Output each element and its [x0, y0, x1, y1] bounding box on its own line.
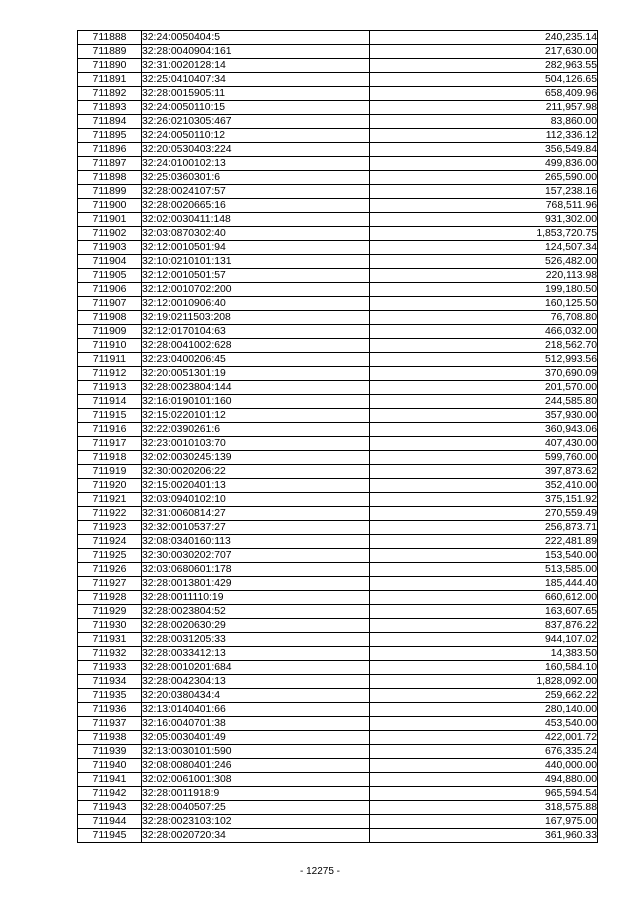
value-cell: 160,125.50 — [370, 297, 598, 311]
record-id-cell: 711937 — [78, 717, 142, 731]
cadastral-number-cell: 32:03:0680601:178 — [142, 563, 370, 577]
cadastral-number-cell: 32:12:0010906:40 — [142, 297, 370, 311]
record-id-cell: 711917 — [78, 437, 142, 451]
table-row — [78, 675, 598, 689]
value-cell: 361,960.33 — [370, 829, 598, 843]
table-row — [78, 115, 598, 129]
table-row — [78, 269, 598, 283]
cadastral-number-cell: 32:16:0040701:38 — [142, 717, 370, 731]
record-id-cell: 711919 — [78, 465, 142, 479]
table-row — [78, 381, 598, 395]
table-row — [78, 59, 598, 73]
record-id-cell: 711931 — [78, 633, 142, 647]
cadastral-number-cell: 32:24:0050110:15 — [142, 101, 370, 115]
value-cell: 512,993.56 — [370, 353, 598, 367]
record-id-cell: 711904 — [78, 255, 142, 269]
cadastral-number-cell: 32:32:0010537:27 — [142, 521, 370, 535]
value-cell: 217,630.00 — [370, 45, 598, 59]
record-id-cell: 711940 — [78, 759, 142, 773]
document-page — [77, 30, 597, 843]
record-id-cell: 711909 — [78, 325, 142, 339]
value-cell: 218,562.70 — [370, 339, 598, 353]
value-cell: 76,708.80 — [370, 311, 598, 325]
cadastral-number-cell: 32:24:0050404:5 — [142, 31, 370, 45]
table-row — [78, 451, 598, 465]
cadastral-number-cell: 32:12:0170104:63 — [142, 325, 370, 339]
cadastral-number-cell: 32:22:0390261:6 — [142, 423, 370, 437]
cadastral-number-cell: 32:20:0530403:224 — [142, 143, 370, 157]
value-cell: 658,409.96 — [370, 87, 598, 101]
record-id-cell: 711942 — [78, 787, 142, 801]
record-id-cell: 711890 — [78, 59, 142, 73]
value-cell: 199,180.50 — [370, 283, 598, 297]
table-row — [78, 591, 598, 605]
value-cell: 157,238.16 — [370, 185, 598, 199]
table-row — [78, 605, 598, 619]
value-cell: 965,594.54 — [370, 787, 598, 801]
cadastral-number-cell: 32:26:0210305:467 — [142, 115, 370, 129]
cadastral-number-cell: 32:28:0031205:33 — [142, 633, 370, 647]
record-id-cell: 711924 — [78, 535, 142, 549]
table-row — [78, 563, 598, 577]
value-cell: 676,335.24 — [370, 745, 598, 759]
cadastral-number-cell: 32:28:0020665:16 — [142, 199, 370, 213]
record-id-cell: 711934 — [78, 675, 142, 689]
table-row — [78, 227, 598, 241]
value-cell: 270,559.49 — [370, 507, 598, 521]
record-id-cell: 711910 — [78, 339, 142, 353]
cadastral-number-cell: 32:05:0030401:49 — [142, 731, 370, 745]
cadastral-number-cell: 32:13:0140401:66 — [142, 703, 370, 717]
table-row — [78, 311, 598, 325]
table-row — [78, 423, 598, 437]
record-id-cell: 711922 — [78, 507, 142, 521]
value-cell: 375,151.92 — [370, 493, 598, 507]
record-id-cell: 711903 — [78, 241, 142, 255]
value-cell: 222,481.89 — [370, 535, 598, 549]
record-id-cell: 711911 — [78, 353, 142, 367]
value-cell: 526,482.00 — [370, 255, 598, 269]
table-row — [78, 339, 598, 353]
cadastral-number-cell: 32:02:0030245:139 — [142, 451, 370, 465]
table-row — [78, 367, 598, 381]
record-id-cell: 711905 — [78, 269, 142, 283]
table-row — [78, 829, 598, 843]
cadastral-number-cell: 32:12:0010501:57 — [142, 269, 370, 283]
table-row — [78, 199, 598, 213]
cadastral-number-cell: 32:15:0220101:12 — [142, 409, 370, 423]
table-row — [78, 101, 598, 115]
record-id-cell: 711929 — [78, 605, 142, 619]
table-row — [78, 325, 598, 339]
table-row — [78, 815, 598, 829]
table-row — [78, 143, 598, 157]
value-cell: 14,383.50 — [370, 647, 598, 661]
value-cell: 357,930.00 — [370, 409, 598, 423]
value-cell: 112,336.12 — [370, 129, 598, 143]
page-number: - 12275 - — [299, 866, 341, 877]
record-id-cell: 711933 — [78, 661, 142, 675]
record-id-cell: 711927 — [78, 577, 142, 591]
table-row — [78, 689, 598, 703]
record-id-cell: 711888 — [78, 31, 142, 45]
record-id-cell: 711912 — [78, 367, 142, 381]
record-id-cell: 711891 — [78, 73, 142, 87]
cadastral-number-cell: 32:28:0013801:429 — [142, 577, 370, 591]
cadastral-number-cell: 32:23:0010103:70 — [142, 437, 370, 451]
value-cell: 356,549.84 — [370, 143, 598, 157]
value-cell: 352,410.00 — [370, 479, 598, 493]
value-cell: 201,570.00 — [370, 381, 598, 395]
table-row — [78, 549, 598, 563]
cadastral-number-cell: 32:28:0015905:11 — [142, 87, 370, 101]
cadastral-number-cell: 32:30:0030202:707 — [142, 549, 370, 563]
table-row — [78, 535, 598, 549]
cadastral-number-cell: 32:31:0020128:14 — [142, 59, 370, 73]
value-cell: 83,860.00 — [370, 115, 598, 129]
table-row — [78, 493, 598, 507]
cadastral-number-cell: 32:16:0190101:160 — [142, 395, 370, 409]
cadastral-number-cell: 32:20:0380434:4 — [142, 689, 370, 703]
record-id-cell: 711894 — [78, 115, 142, 129]
cadastral-number-cell: 32:08:0340160:113 — [142, 535, 370, 549]
record-id-cell: 711898 — [78, 171, 142, 185]
record-id-cell: 711936 — [78, 703, 142, 717]
value-cell: 1,853,720.75 — [370, 227, 598, 241]
value-cell: 185,444.40 — [370, 577, 598, 591]
table-row — [78, 45, 598, 59]
table-row — [78, 87, 598, 101]
record-id-cell: 711892 — [78, 87, 142, 101]
record-id-cell: 711928 — [78, 591, 142, 605]
table-row — [78, 353, 598, 367]
table-row — [78, 31, 598, 45]
record-id-cell: 711930 — [78, 619, 142, 633]
record-id-cell: 711900 — [78, 199, 142, 213]
table-row — [78, 787, 598, 801]
record-id-cell: 711907 — [78, 297, 142, 311]
record-id-cell: 711908 — [78, 311, 142, 325]
registry-table — [77, 30, 598, 843]
record-id-cell: 711943 — [78, 801, 142, 815]
table-row — [78, 241, 598, 255]
value-cell: 1,828,092.00 — [370, 675, 598, 689]
cadastral-number-cell: 32:28:0011918:9 — [142, 787, 370, 801]
record-id-cell: 711932 — [78, 647, 142, 661]
record-id-cell: 711935 — [78, 689, 142, 703]
cadastral-number-cell: 32:19:0211503:208 — [142, 311, 370, 325]
table-row — [78, 255, 598, 269]
record-id-cell: 711889 — [78, 45, 142, 59]
record-id-cell: 711901 — [78, 213, 142, 227]
cadastral-number-cell: 32:28:0023804:144 — [142, 381, 370, 395]
cadastral-number-cell: 32:12:0010501:94 — [142, 241, 370, 255]
value-cell: 220,113.98 — [370, 269, 598, 283]
cadastral-number-cell: 32:12:0010702:200 — [142, 283, 370, 297]
cadastral-number-cell: 32:24:0100102:13 — [142, 157, 370, 171]
table-row — [78, 213, 598, 227]
record-id-cell: 711920 — [78, 479, 142, 493]
value-cell: 163,607.65 — [370, 605, 598, 619]
table-row — [78, 745, 598, 759]
table-row — [78, 465, 598, 479]
table-row — [78, 759, 598, 773]
cadastral-number-cell: 32:13:0030101:590 — [142, 745, 370, 759]
value-cell: 768,511.96 — [370, 199, 598, 213]
table-row — [78, 409, 598, 423]
value-cell: 513,585.00 — [370, 563, 598, 577]
table-row — [78, 185, 598, 199]
table-row — [78, 479, 598, 493]
record-id-cell: 711939 — [78, 745, 142, 759]
table-row — [78, 633, 598, 647]
cadastral-number-cell: 32:25:0360301:6 — [142, 171, 370, 185]
record-id-cell: 711899 — [78, 185, 142, 199]
value-cell: 370,690.09 — [370, 367, 598, 381]
value-cell: 837,876.22 — [370, 619, 598, 633]
value-cell: 466,032.00 — [370, 325, 598, 339]
record-id-cell: 711926 — [78, 563, 142, 577]
record-id-cell: 711916 — [78, 423, 142, 437]
value-cell: 494,880.00 — [370, 773, 598, 787]
record-id-cell: 711893 — [78, 101, 142, 115]
table-row — [78, 661, 598, 675]
table-row — [78, 73, 598, 87]
table-row — [78, 283, 598, 297]
value-cell: 318,575.88 — [370, 801, 598, 815]
value-cell: 422,001.72 — [370, 731, 598, 745]
table-row — [78, 395, 598, 409]
record-id-cell: 711923 — [78, 521, 142, 535]
table-row — [78, 773, 598, 787]
cadastral-number-cell: 32:28:0011110:19 — [142, 591, 370, 605]
cadastral-number-cell: 32:25:0410407:34 — [142, 73, 370, 87]
table-row — [78, 297, 598, 311]
cadastral-number-cell: 32:02:0030411:148 — [142, 213, 370, 227]
cadastral-number-cell: 32:30:0020206:22 — [142, 465, 370, 479]
record-id-cell: 711897 — [78, 157, 142, 171]
cadastral-number-cell: 32:24:0050110:12 — [142, 129, 370, 143]
value-cell: 244,585.80 — [370, 395, 598, 409]
value-cell: 167,975.00 — [370, 815, 598, 829]
record-id-cell: 711895 — [78, 129, 142, 143]
value-cell: 944,107.02 — [370, 633, 598, 647]
record-id-cell: 711902 — [78, 227, 142, 241]
table-row — [78, 157, 598, 171]
value-cell: 360,943.06 — [370, 423, 598, 437]
value-cell: 124,507.34 — [370, 241, 598, 255]
cadastral-number-cell: 32:28:0010201:684 — [142, 661, 370, 675]
record-id-cell: 711938 — [78, 731, 142, 745]
value-cell: 256,873.71 — [370, 521, 598, 535]
value-cell: 407,430.00 — [370, 437, 598, 451]
cadastral-number-cell: 32:28:0023804:52 — [142, 605, 370, 619]
cadastral-number-cell: 32:03:0870302:40 — [142, 227, 370, 241]
table-row — [78, 521, 598, 535]
cadastral-number-cell: 32:28:0040507:25 — [142, 801, 370, 815]
value-cell: 211,957.98 — [370, 101, 598, 115]
cadastral-number-cell: 32:31:0060814:27 — [142, 507, 370, 521]
value-cell: 397,873.62 — [370, 465, 598, 479]
table-row — [78, 619, 598, 633]
cadastral-number-cell: 32:28:0020630:29 — [142, 619, 370, 633]
record-id-cell: 711913 — [78, 381, 142, 395]
record-id-cell: 711925 — [78, 549, 142, 563]
record-id-cell: 711921 — [78, 493, 142, 507]
table-row — [78, 577, 598, 591]
record-id-cell: 711915 — [78, 409, 142, 423]
table-row — [78, 647, 598, 661]
table-row — [78, 437, 598, 451]
value-cell: 282,963.55 — [370, 59, 598, 73]
value-cell: 504,126.65 — [370, 73, 598, 87]
cadastral-number-cell: 32:08:0080401:246 — [142, 759, 370, 773]
record-id-cell: 711918 — [78, 451, 142, 465]
cadastral-number-cell: 32:15:0020401:13 — [142, 479, 370, 493]
cadastral-number-cell: 32:20:0051301:19 — [142, 367, 370, 381]
cadastral-number-cell: 32:28:0024107:57 — [142, 185, 370, 199]
table-row — [78, 507, 598, 521]
value-cell: 259,662.22 — [370, 689, 598, 703]
value-cell: 160,584.10 — [370, 661, 598, 675]
record-id-cell: 711914 — [78, 395, 142, 409]
record-id-cell: 711944 — [78, 815, 142, 829]
value-cell: 153,540.00 — [370, 549, 598, 563]
value-cell: 660,612.00 — [370, 591, 598, 605]
cadastral-number-cell: 32:28:0041002:628 — [142, 339, 370, 353]
table-row — [78, 717, 598, 731]
cadastral-number-cell: 32:28:0033412:13 — [142, 647, 370, 661]
cadastral-number-cell: 32:03:0940102:10 — [142, 493, 370, 507]
registry-table-body — [78, 31, 598, 843]
record-id-cell: 711941 — [78, 773, 142, 787]
value-cell: 240,235.14 — [370, 31, 598, 45]
cadastral-number-cell: 32:28:0042304:13 — [142, 675, 370, 689]
value-cell: 280,140.00 — [370, 703, 598, 717]
table-row — [78, 731, 598, 745]
table-row — [78, 801, 598, 815]
cadastral-number-cell: 32:02:0061001:308 — [142, 773, 370, 787]
value-cell: 499,836.00 — [370, 157, 598, 171]
record-id-cell: 711896 — [78, 143, 142, 157]
value-cell: 265,590.00 — [370, 171, 598, 185]
cadastral-number-cell: 32:28:0020720:34 — [142, 829, 370, 843]
value-cell: 453,540.00 — [370, 717, 598, 731]
table-row — [78, 703, 598, 717]
table-row — [78, 171, 598, 185]
table-row — [78, 129, 598, 143]
value-cell: 931,302.00 — [370, 213, 598, 227]
cadastral-number-cell: 32:28:0023103:102 — [142, 815, 370, 829]
cadastral-number-cell: 32:10:0210101:131 — [142, 255, 370, 269]
cadastral-number-cell: 32:23:0400206:45 — [142, 353, 370, 367]
value-cell: 599,760.00 — [370, 451, 598, 465]
record-id-cell: 711906 — [78, 283, 142, 297]
record-id-cell: 711945 — [78, 829, 142, 843]
cadastral-number-cell: 32:28:0040904:161 — [142, 45, 370, 59]
value-cell: 440,000.00 — [370, 759, 598, 773]
